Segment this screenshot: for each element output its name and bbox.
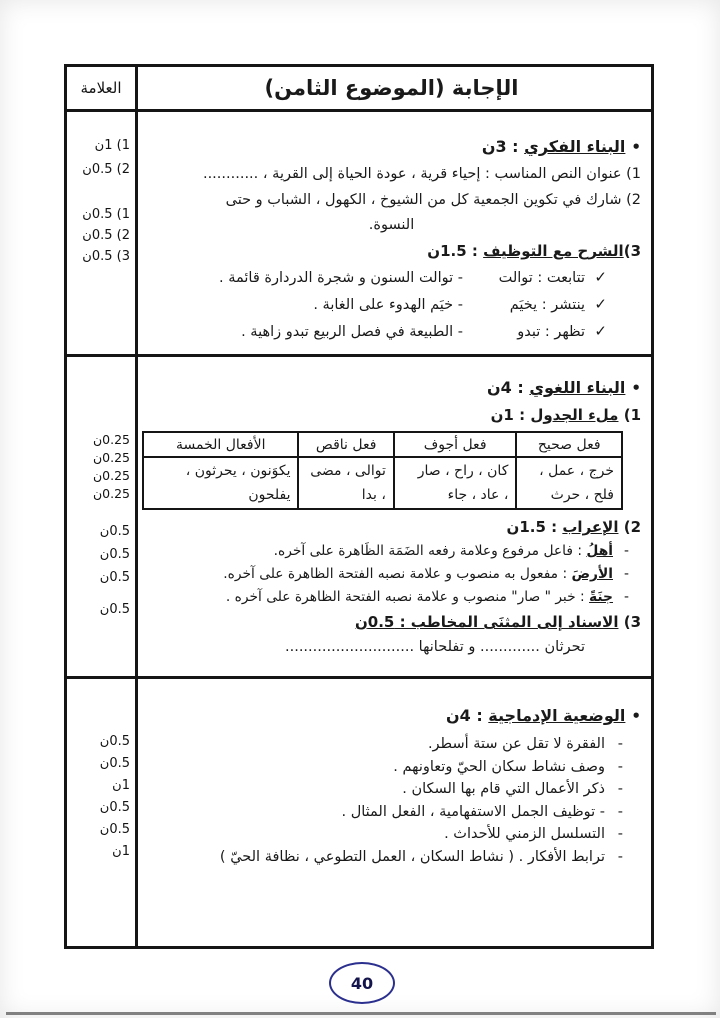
checkmark-icon: ✓ [594, 268, 607, 286]
cell-line: كان ، راح ، صار [417, 463, 509, 479]
verb-classification-table [142, 431, 623, 510]
checkmark-icon: ✓ [594, 322, 607, 340]
verb-table-header-sound: فعل صحيح [516, 432, 622, 457]
parsing-text: : مفعول به منصوب و علامة نصبه الفتحة الظاهرة على آخره. [223, 566, 572, 582]
mark-value: 0.5ن [99, 570, 130, 585]
sub-label: ملء الجدول [530, 406, 619, 424]
mark-value: 0.5ن [99, 822, 130, 837]
mark-value: 3) 0.5ن [82, 249, 130, 264]
verb-table-cell-sound [516, 457, 622, 509]
mark-value: 0.5ن [99, 602, 130, 617]
sub-label: الإعراب [562, 518, 619, 536]
parsing-item [142, 540, 641, 563]
sub-number: 1) [623, 406, 641, 424]
check-word: ينتشر : يخيَم [509, 297, 585, 313]
cell-line: ، عاد ، جاء [447, 487, 509, 503]
heading-label: البناء الفكري [524, 137, 626, 156]
check-explanation: - خيَم الهدوء على الغابة . [313, 297, 463, 313]
criterion-text: ترابط الأفكار . ( نشاط السكان ، العمل التطوعي ، نظافة الحيّ ) [219, 848, 605, 865]
dash-icon: - [617, 781, 623, 797]
marks-group [69, 431, 130, 503]
mark-value: 0.25ن [92, 468, 130, 483]
answer-key-table [64, 64, 654, 949]
mark-value: 0.5ن [99, 800, 130, 815]
verb-table-header-hollow: فعل أجوف [394, 432, 516, 457]
heading-label: البناء اللغوي [529, 378, 626, 397]
marks-group [69, 520, 130, 589]
sub-heading-fill-table [142, 402, 641, 428]
sub-points: : 1ن [490, 406, 531, 424]
dash-icon: - [617, 826, 623, 842]
sub-label: الاسناد إلى المثنَى المخاطب : 0.5ن [354, 613, 619, 631]
criterion-text: الفقرة لا تقل عن ستة أسطر. [427, 736, 605, 752]
section-linguistic-row [67, 354, 651, 676]
mark-value: 0.25ن [92, 486, 130, 501]
cell-line: يكوَنون ، يحرثون ، [185, 463, 291, 479]
parsed-word: جنَةً [589, 589, 613, 605]
criterion-text: التسلسل الزمني للأحداث . [444, 826, 605, 842]
mark-value: 0.5ن [99, 734, 130, 749]
check-item [142, 318, 641, 345]
heading-points: : 4ن [445, 706, 489, 725]
sub-points: : 1.5ن [506, 518, 563, 536]
mark-value: 0.5ن [99, 756, 130, 771]
criterion-text: - توظيف الجمل الاستفهامية ، الفعل المثال . [341, 803, 605, 820]
sub-points: : 1.5ن [427, 242, 484, 260]
cell-line: فلح ، حرث [550, 487, 614, 503]
parsing-item [142, 563, 641, 586]
check-explanation: - الطبيعة في فصل الربيع تبدو زاهية . [241, 324, 463, 340]
answer-line-wrap: النسوة. [368, 217, 415, 233]
section-intellectual-heading [142, 133, 641, 161]
dash-icon: - [617, 758, 623, 775]
bullet-icon: • [631, 707, 641, 725]
parsing-text: : فاعل مرفوع وعلامة رفعه الضَمَة الظَاهرة على آخره. [273, 543, 587, 559]
cell-line: خرج ، عمل ، [539, 463, 614, 479]
sub-label: الشرح مع التوظيف [483, 242, 624, 260]
dash-icon: - [617, 803, 623, 820]
parsed-word: أهلُ [586, 543, 613, 559]
verb-table-header-five-verbs: الأفعال الخمسة [143, 432, 298, 457]
section-linguistic-content [135, 357, 651, 676]
sub-number: 3) [623, 242, 641, 260]
check-explanation: - توالت السنون و شجرة الدردارة قائمة . [218, 270, 463, 286]
bullet-icon: • [631, 138, 641, 156]
sub-heading-dual-address [142, 609, 641, 635]
mark-value: 1) 0.5ن [82, 207, 130, 222]
bullet-icon: • [631, 379, 641, 397]
parsing-text: : خبر " صار" منصوب و علامة نصبه الفتحة الظاهرة على آخره . [225, 589, 590, 605]
section-intellectual-marks [67, 112, 135, 354]
mark-value: 2) 0.5ن [82, 228, 130, 243]
marks-group [69, 731, 130, 863]
section-integrative-row [67, 676, 651, 946]
answer-title: الإجابة (الموضوع الثامن) [135, 67, 651, 109]
answer-line: 2) شارك في تكوين الجمعية كل من الشيوخ ، الكهول ، الشباب و حتى [225, 192, 641, 208]
verb-table-cell-defective [298, 457, 393, 509]
parsed-word: الأرضَ [571, 566, 613, 582]
heading-points: : 3ن [481, 137, 525, 156]
criterion-item [142, 823, 641, 846]
mark-value: 1) 1ن [94, 138, 130, 153]
verb-table-body-row [143, 457, 622, 509]
dual-conjugation-line: تحرثان ............. و تفلحانها ............................ [285, 639, 585, 655]
check-item [142, 264, 641, 291]
cell-line: يفلحون [248, 487, 291, 503]
section-linguistic-heading [142, 374, 641, 402]
marks-group [69, 204, 130, 267]
section-intellectual-content [135, 112, 651, 354]
dash-icon: - [617, 736, 623, 752]
criterion-text: ذكر الأعمال التي قام بها السكان . [402, 781, 605, 797]
cell-line: ، بدا [361, 487, 386, 503]
verb-table-cell-hollow [394, 457, 516, 509]
photo-edge [6, 1012, 716, 1015]
criterion-text: وصف نشاط سكان الحيّ وتعاونهم . [393, 758, 605, 775]
sub-heading-parsing [142, 514, 641, 540]
criterion-item [142, 846, 641, 869]
criterion-item [142, 756, 641, 779]
dash-icon: - [624, 589, 629, 605]
heading-label: الوضعية الإدماجية [488, 706, 626, 725]
sub-heading-explanation [142, 238, 641, 264]
page-number: 40 [350, 973, 374, 993]
section-linguistic-marks [67, 357, 135, 676]
check-word: تتابعت : توالت [498, 270, 585, 286]
parsing-item [142, 586, 641, 609]
mark-value: 0.25ن [92, 450, 130, 465]
dash-icon: - [617, 848, 623, 865]
verb-table-header-defective: فعل ناقص [298, 432, 393, 457]
mark-value: 1ن [112, 844, 130, 859]
sub-number: 2) [623, 518, 641, 536]
marks-column-header: العلامة [80, 79, 122, 97]
sub-number: 3) [623, 613, 641, 631]
criterion-item [142, 733, 641, 756]
dash-icon: - [624, 566, 629, 582]
marks-group [69, 134, 130, 182]
mark-value: 2) 0.5ن [82, 162, 130, 177]
mark-value: 0.5ن [99, 524, 130, 539]
marks-group [69, 598, 130, 621]
checkmark-icon: ✓ [594, 295, 607, 313]
dash-icon: - [624, 543, 629, 559]
mark-value: 0.5ن [99, 547, 130, 562]
mark-value: 1ن [112, 778, 130, 793]
answer-line: 1) عنوان النص المناسب : إحياء قرية ، عودة الحياة إلى القرية ، ............ [202, 166, 641, 182]
cell-line: توالى ، مضى [310, 463, 386, 479]
criterion-item [142, 778, 641, 801]
section-integrative-marks [67, 679, 135, 946]
heading-points: : 4ن [487, 378, 530, 397]
mark-value: 0.25ن [92, 432, 130, 447]
section-intellectual-row [67, 109, 651, 354]
check-item [142, 291, 641, 318]
section-integrative-content [135, 679, 651, 946]
verb-table-header-row [143, 432, 622, 457]
verb-table-cell-five-verbs [143, 457, 298, 509]
page-number-badge [329, 962, 395, 1004]
check-word: تظهر : تبدو [517, 324, 585, 340]
table-header-row [67, 67, 651, 109]
criterion-item [142, 801, 641, 824]
section-integrative-heading [142, 702, 641, 730]
